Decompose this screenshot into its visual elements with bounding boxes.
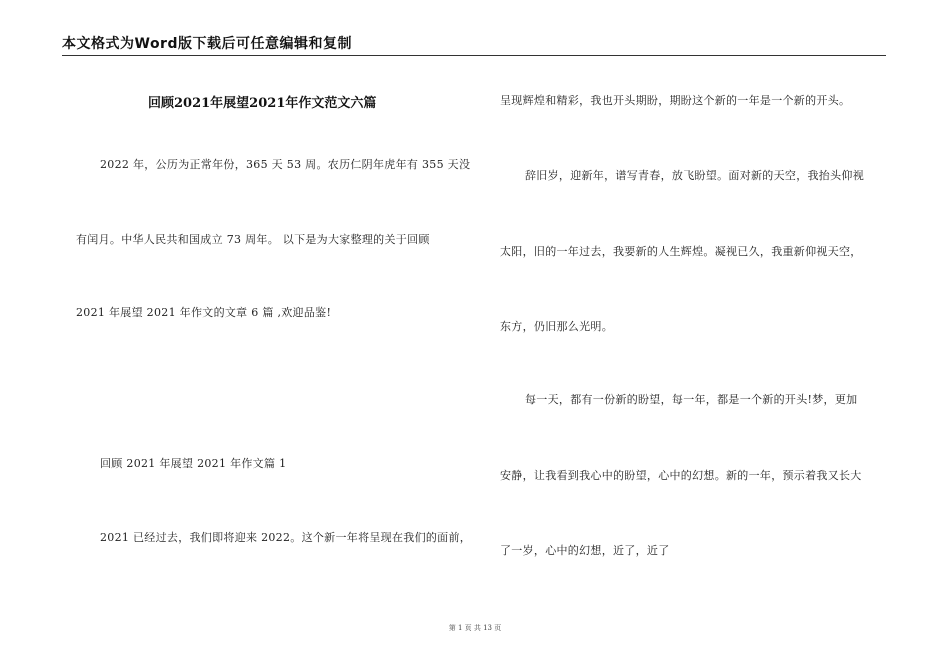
header-text: 本文格式为Word版下载后可任意编辑和复制 xyxy=(62,36,352,52)
left-paragraph-line: 2021 年展望 2021 年作文的文章 6 篇 ,欢迎品鉴! xyxy=(76,306,332,319)
right-paragraph-line: 东方，仍旧那么光明。 xyxy=(500,320,613,333)
right-paragraph-line: 每一天，都有一份新的盼望，每一年，都是一个新的开头!梦，更加 xyxy=(525,393,858,406)
right-paragraph-line: 安静，让我看到我心中的盼望，心中的幻想。新的一年，预示着我又长大 xyxy=(500,469,862,482)
left-paragraph-line: 2022 年，公历为正常年份，365 天 53 周。农历仁阴年虎年有 355 天没 xyxy=(100,158,471,171)
left-paragraph-line: 有闰月。中华人民共和国成立 73 周年。 以下是为大家整理的关于回顾 xyxy=(76,233,430,246)
right-paragraph-line: 呈现辉煌和精彩，我也开头期盼，期盼这个新的一年是一个新的开头。 xyxy=(500,94,851,107)
left-section-heading: 回顾 2021 年展望 2021 年作文篇 1 xyxy=(100,457,287,470)
page-header xyxy=(62,33,886,56)
right-paragraph-line: 辞旧岁，迎新年，谱写青春，放飞盼望。面对新的天空，我抬头仰视 xyxy=(525,169,864,182)
right-paragraph-line: 太阳，旧的一年过去，我要新的人生辉煌。凝视已久，我重新仰视天空， xyxy=(500,245,862,258)
left-paragraph-line: 2021 已经过去，我们即将迎来 2022。这个新一年将呈现在我们的面前， xyxy=(100,531,472,544)
right-paragraph-line: 了一岁，心中的幻想，近了，近了 xyxy=(500,544,670,557)
document-title: 回顾2021年展望2021年作文范文六篇 xyxy=(148,96,377,111)
page-footer: 第 1 页 共 13 页 xyxy=(448,624,502,632)
